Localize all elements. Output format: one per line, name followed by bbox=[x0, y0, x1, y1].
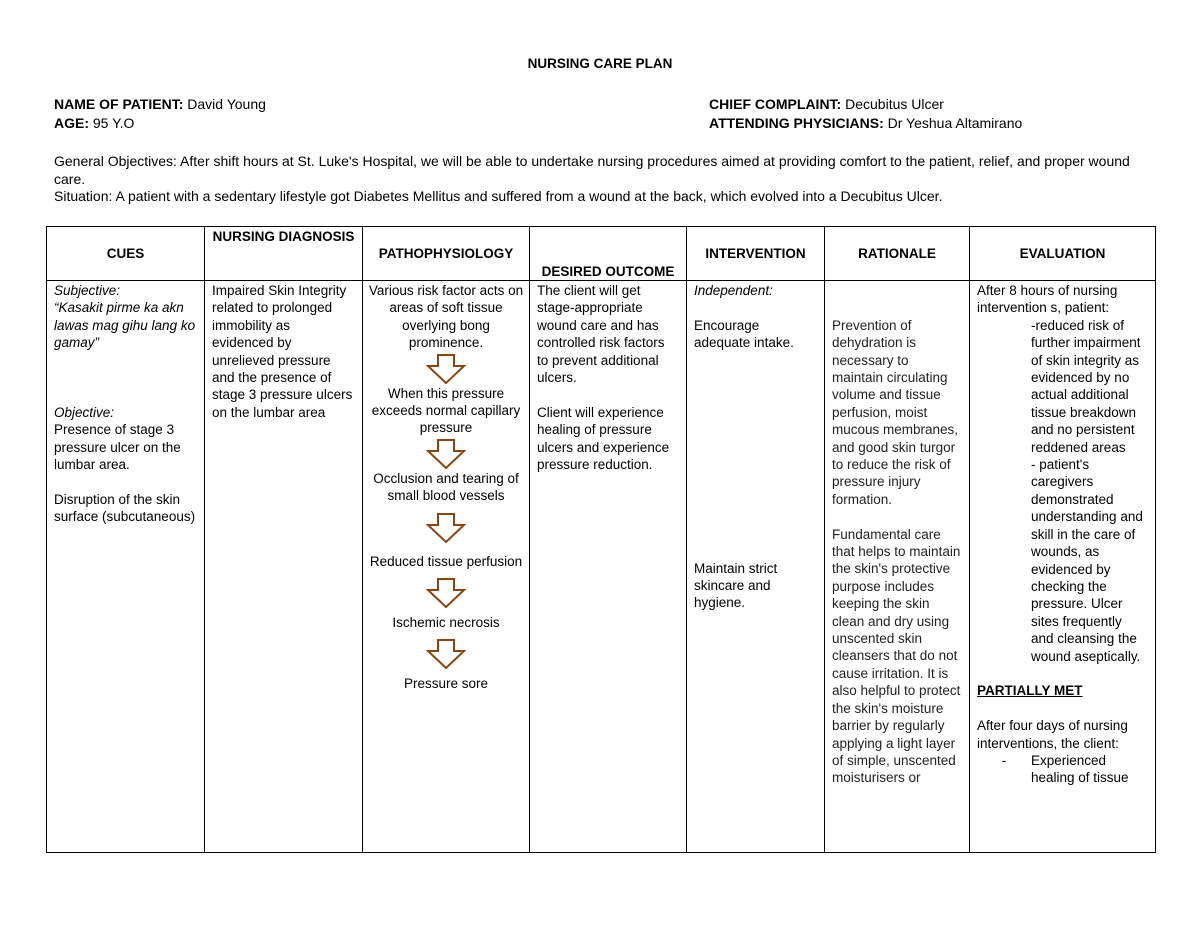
chief-complaint-line bbox=[709, 96, 944, 113]
evaluation-result-1: -reduced risk of further impairment of skin integrity as evidenced by no actual additional tissue breakdown and no persistent reddened areas bbox=[1031, 317, 1141, 455]
objective-cue-2: Disruption of the skin surface (subcutaneous) bbox=[54, 491, 196, 525]
column-header-intervention: INTERVENTION bbox=[687, 227, 825, 281]
down-arrow-icon bbox=[426, 639, 466, 669]
outcome-cell bbox=[530, 281, 687, 853]
evaluation-result-3: Experienced healing of tissue bbox=[1031, 752, 1129, 786]
care-plan-table bbox=[46, 226, 1156, 853]
patho-step: Reduced tissue perfusion bbox=[369, 553, 523, 569]
patho-step: Ischemic necrosis bbox=[392, 615, 500, 631]
down-arrow-icon bbox=[426, 578, 466, 608]
table-row bbox=[47, 281, 1156, 853]
rationale-2: Fundamental care that helps to maintain the skin's protective purpose includes keeping the skin clean and dry using unscented skin cleansers that do not cause irritation. It is also helpful to protect the skin's moisture barrier by regularly applying a light layer of simple, unscented moisturisers or bbox=[832, 526, 961, 786]
down-arrow-icon bbox=[426, 513, 466, 543]
nursing-diagnosis: Impaired Skin Integrity related to prolonged immobility as evidenced by unrelieved pressure and the presence of stage 3 pressure ulcers on the lumbar area bbox=[212, 283, 353, 420]
objective-label: Objective: bbox=[54, 404, 115, 420]
attending-physician: Dr Yeshua Altamirano bbox=[887, 115, 1023, 131]
subjective-label: Subjective: bbox=[54, 283, 121, 298]
column-header-pathophysiology: PATHOPHYSIOLOGY bbox=[363, 227, 530, 281]
patient-age: 95 Y.O bbox=[92, 115, 135, 131]
evaluation-intro-2: After four days of nursing interventions, the client: bbox=[977, 718, 1128, 751]
attending-physician-label: ATTENDING PHYSICIANS: bbox=[709, 115, 884, 131]
column-header-outcome: DESIRED OUTCOME bbox=[530, 227, 687, 281]
patient-name: David Young bbox=[187, 96, 266, 112]
patho-step: Various risk factor acts on areas of soft tissue overlying bong prominence. bbox=[368, 283, 524, 351]
rationale-cell bbox=[825, 281, 970, 853]
diagnosis-cell bbox=[205, 281, 363, 853]
attending-physician-line bbox=[709, 115, 1022, 132]
column-header-rationale: RATIONALE bbox=[825, 227, 970, 281]
patient-name-line bbox=[54, 96, 266, 113]
patient-name-label: NAME OF PATIENT: bbox=[54, 96, 184, 112]
down-arrow-icon bbox=[426, 439, 466, 469]
evaluation-status: PARTIALLY MET bbox=[977, 683, 1083, 699]
chief-complaint: Decubitus Ulcer bbox=[845, 96, 944, 112]
desired-outcome-2: Client will experience healing of pressure ulcers and experience pressure reduction. bbox=[537, 404, 670, 473]
patho-step: Occlusion and tearing of small blood vessels bbox=[373, 470, 519, 504]
rationale-1: Prevention of dehydration is necessary to maintain circulating volume and tissue perfusion, moist mucous membranes, and good skin turgor to reduce the risk of pressure injury formation. bbox=[832, 317, 959, 507]
objectives-block bbox=[54, 153, 1154, 206]
objective-cue-1: Presence of stage 3 pressure ulcer on the lumbar area. bbox=[54, 422, 181, 473]
evaluation-result-2: - patient's caregivers demonstrated understanding and skill in the care of wounds, as evidenced by checking the pressure. Ulcer sites frequently and cleansing the wound aseptically. bbox=[1031, 457, 1143, 664]
intervention-label: Independent: bbox=[694, 283, 773, 298]
evaluation-bullet bbox=[977, 752, 1148, 787]
bullet-dash: - bbox=[1001, 752, 1007, 768]
patient-age-line bbox=[54, 115, 134, 132]
situation: Situation: A patient with a sedentary lifestyle got Diabetes Mellitus and suffered from a wound at the back, which evolved into a Decubitus Ulcer. bbox=[54, 188, 943, 204]
patho-step: When this pressure exceeds normal capillary pressure bbox=[371, 385, 521, 436]
intervention-1: Encourage adequate intake. bbox=[694, 317, 794, 351]
desired-outcome-1: The client will get stage-appropriate wound care and has controlled risk factors to prevent additional ulcers. bbox=[537, 283, 665, 386]
column-header-cues: CUES bbox=[47, 227, 205, 281]
intervention-2: Maintain strict skincare and hygiene. bbox=[694, 560, 778, 611]
patho-step: Pressure sore bbox=[403, 676, 489, 692]
table-header-row bbox=[47, 227, 1156, 281]
column-header-diagnosis: NURSING DIAGNOSIS bbox=[205, 227, 363, 281]
evaluation-cell bbox=[970, 281, 1156, 853]
subjective-cue: “Kasakit pirme ka akn lawas mag gihu lang ko gamay” bbox=[54, 300, 196, 351]
down-arrow-icon bbox=[426, 354, 466, 384]
intervention-cell bbox=[687, 281, 825, 853]
general-objectives: General Objectives: After shift hours at St. Luke's Hospital, we will be able to undertake nursing procedures aimed at providing comfort to the patient, relief, and proper wound care. bbox=[54, 153, 1130, 187]
pathophysiology-cell bbox=[363, 281, 530, 853]
patient-age-label: AGE: bbox=[54, 115, 89, 131]
evaluation-intro: After 8 hours of nursing intervention s, patient: bbox=[977, 283, 1118, 316]
chief-complaint-label: CHIEF COMPLAINT: bbox=[709, 96, 842, 112]
document-title: NURSING CARE PLAN bbox=[527, 56, 673, 71]
column-header-evaluation: EVALUATION bbox=[970, 227, 1156, 281]
cues-cell bbox=[47, 281, 205, 853]
